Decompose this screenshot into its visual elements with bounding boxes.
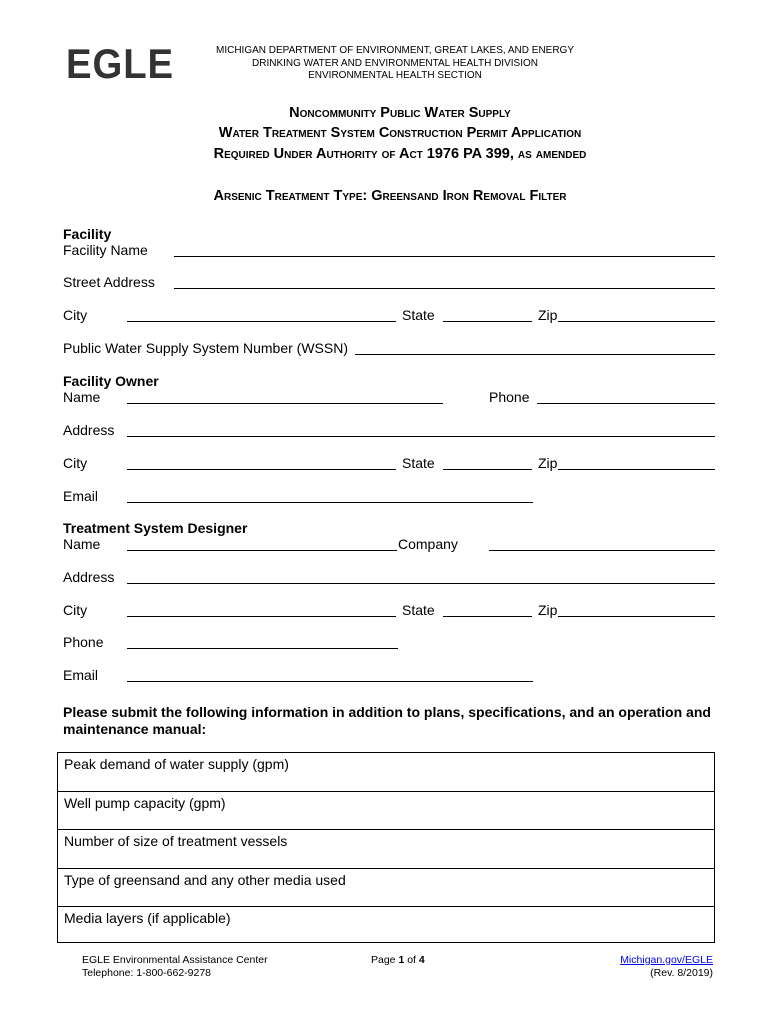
- page-number: Page 1 of 4: [371, 954, 425, 966]
- owner-state-field[interactable]: [443, 469, 532, 470]
- egle-logo: [66, 44, 176, 82]
- street-address-field[interactable]: [174, 288, 715, 289]
- logo-text: EGLE: [66, 44, 174, 82]
- agency-header: [200, 45, 590, 83]
- owner-phone-field[interactable]: [537, 403, 715, 404]
- designer-name-label: Name: [63, 536, 101, 552]
- owner-email-label: Email: [63, 488, 99, 504]
- designer-heading: Treatment System Designer: [63, 520, 248, 536]
- division-name: DRINKING WATER AND ENVIRONMENTAL HEALTH DIVISION: [252, 57, 538, 69]
- well-pump-capacity-label: Well pump capacity (gpm): [64, 795, 226, 811]
- facility-name-label: Facility Name: [63, 242, 148, 258]
- table-row[interactable]: [58, 869, 714, 907]
- total-pages: 4: [418, 954, 425, 966]
- facility-city-field[interactable]: [127, 321, 396, 322]
- greensand-type-label: Type of greensand and any other media used: [64, 872, 346, 888]
- facility-name-field[interactable]: [174, 256, 715, 257]
- form-subtitle: Arsenic Treatment Type: Greensand Iron Removal Filter: [213, 188, 567, 204]
- owner-zip-field[interactable]: [558, 469, 715, 470]
- designer-email-field[interactable]: [127, 681, 533, 682]
- footer-right: [560, 954, 713, 980]
- wssn-label: Public Water Supply System Number (WSSN): [63, 340, 348, 356]
- owner-email-field[interactable]: [127, 502, 533, 503]
- treatment-vessels-label: Number of size of treatment vessels: [64, 833, 288, 849]
- instructions-text: Please submit the following information in addition to plans, specifications, and an operation and maintenance manual:: [63, 704, 711, 737]
- designer-company-label: Company: [398, 536, 458, 552]
- designer-name-field[interactable]: [127, 550, 397, 551]
- peak-demand-label: Peak demand of water supply (gpm): [64, 756, 289, 772]
- designer-company-field[interactable]: [489, 550, 715, 551]
- designer-zip-label: Zip: [538, 602, 558, 618]
- facility-state-field[interactable]: [443, 321, 532, 322]
- table-row[interactable]: [58, 753, 714, 792]
- wssn-field[interactable]: [355, 354, 715, 355]
- facility-city-label: City: [63, 307, 88, 323]
- form-title-line1: Noncommunity Public Water Supply: [289, 105, 511, 121]
- form-title-line3: Required Under Authority of Act 1976 PA 399, as amended: [213, 146, 587, 162]
- owner-address-label: Address: [63, 422, 115, 438]
- facility-state-label: State: [402, 307, 435, 323]
- owner-name-label: Name: [63, 389, 101, 405]
- owner-zip-label: Zip: [538, 455, 558, 471]
- designer-city-field[interactable]: [127, 616, 396, 617]
- street-address-label: Street Address: [63, 274, 155, 290]
- owner-city-label: City: [63, 455, 88, 471]
- egle-website-link[interactable]: Michigan.gov/EGLE: [620, 954, 713, 966]
- designer-state-label: State: [402, 602, 435, 618]
- designer-phone-field[interactable]: [127, 648, 398, 649]
- facility-zip-label: Zip: [538, 307, 558, 323]
- form-title-line2: Water Treatment System Construction Permit Application: [218, 125, 582, 141]
- owner-state-label: State: [402, 455, 435, 471]
- agency-name: MICHIGAN DEPARTMENT OF ENVIRONMENT, GREAT LAKES, AND ENERGY: [215, 45, 575, 56]
- designer-state-field[interactable]: [443, 616, 532, 617]
- table-row[interactable]: [58, 830, 714, 869]
- media-layers-label: Media layers (if applicable): [64, 910, 231, 926]
- facility-zip-field[interactable]: [558, 321, 715, 322]
- designer-address-label: Address: [63, 569, 115, 585]
- designer-zip-field[interactable]: [558, 616, 715, 617]
- owner-name-field[interactable]: [127, 403, 443, 404]
- designer-email-label: Email: [63, 667, 99, 683]
- owner-phone-label: Phone: [489, 389, 530, 405]
- section-name: ENVIRONMENTAL HEALTH SECTION: [308, 70, 482, 81]
- footer-contact: [82, 954, 268, 980]
- table-row[interactable]: [58, 792, 714, 830]
- owner-heading: Facility Owner: [63, 373, 159, 389]
- info-table: [57, 752, 715, 943]
- current-page: 1: [398, 954, 405, 966]
- revision-date: (Rev. 8/2019): [650, 967, 713, 979]
- designer-phone-label: Phone: [63, 634, 104, 650]
- designer-address-field[interactable]: [127, 583, 715, 584]
- table-row[interactable]: [58, 907, 714, 942]
- owner-city-field[interactable]: [127, 469, 396, 470]
- designer-city-label: City: [63, 602, 88, 618]
- facility-heading: Facility: [63, 226, 112, 242]
- assistance-center-name: EGLE Environmental Assistance Center: [82, 954, 268, 966]
- owner-address-field[interactable]: [127, 436, 715, 437]
- assistance-center-phone: Telephone: 1-800-662-9278: [82, 967, 212, 979]
